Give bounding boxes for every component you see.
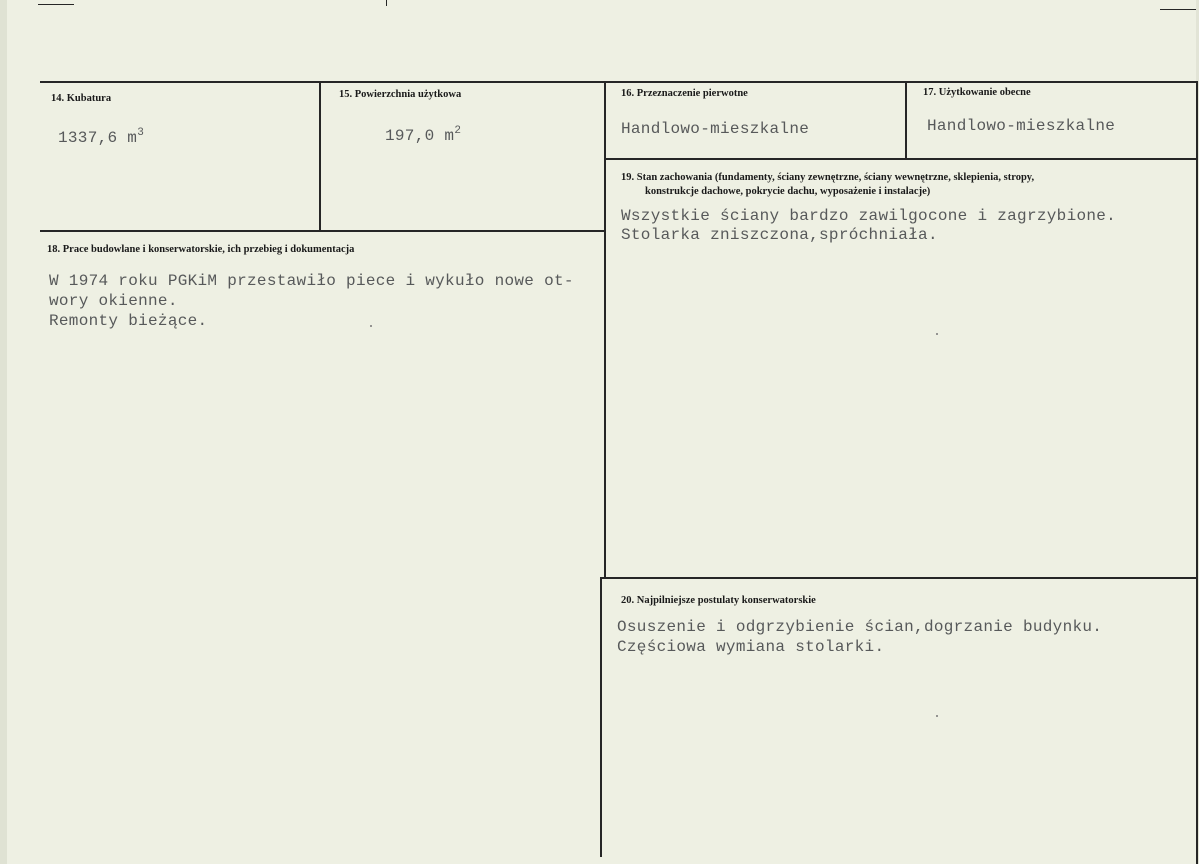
field-14-label: 14. Kubatura: [51, 93, 112, 104]
divider-14-15: [319, 81, 321, 232]
field-18-line-1: W 1974 roku PGKiM przestawiło piece i wykuło nowe ot-: [49, 272, 574, 290]
field-14-value-text: 1337,6 m: [58, 129, 138, 147]
rule-right: [1196, 81, 1198, 864]
field-19-line-2: Stolarka zniszczona,spróchniała.: [621, 226, 938, 244]
field-20-label: 20. Najpilniejsze postulaty konserwatorskie: [621, 595, 816, 606]
divider-16-17: [905, 81, 907, 160]
field-14-exponent: 3: [137, 127, 145, 139]
divider-center-lower: [600, 577, 602, 857]
field-14-value: [58, 128, 144, 148]
rule-top: [40, 81, 1197, 83]
speck: [370, 325, 372, 327]
top-mark-center: [386, 0, 387, 6]
field-18-label: 18. Prace budowlane i konserwatorskie, ich przebieg i dokumentacja: [47, 244, 355, 255]
field-15-value-text: 197,0 m: [385, 127, 455, 145]
rule-under-16-17: [604, 158, 1197, 160]
field-15-exponent: 2: [454, 125, 462, 137]
speck: [936, 333, 938, 335]
rule-under-19: [600, 577, 1197, 579]
field-17-value: Handlowo-mieszkalne: [927, 117, 1116, 135]
divider-center-upper: [604, 81, 606, 579]
field-19-label-line-2: konstrukcje dachowe, pokrycie dachu, wyposażenie i instalacje): [645, 186, 931, 197]
field-18-line-2: wory okienne.: [49, 292, 178, 310]
top-mark-right: [1160, 9, 1196, 10]
field-17-label: 17. Użytkowanie obecne: [923, 87, 1031, 98]
card-left-edge: [0, 0, 7, 864]
top-mark-left: [38, 4, 74, 5]
field-16-value: Handlowo-mieszkalne: [621, 120, 810, 138]
field-15-value: [385, 126, 461, 146]
field-19-line-1: Wszystkie ściany bardzo zawilgocone i zagrzybione.: [621, 207, 1117, 225]
field-18-line-3: Remonty bieżące.: [49, 312, 208, 330]
field-20-line-2: Częściowa wymiana stolarki.: [617, 638, 885, 656]
field-16-label: 16. Przeznaczenie pierwotne: [621, 88, 748, 99]
field-15-label: 15. Powierzchnia użytkowa: [339, 89, 462, 100]
speck: [936, 715, 938, 717]
rule-under-14-15: [40, 230, 605, 232]
field-19-label-line-1: 19. Stan zachowania (fundamenty, ściany zewnętrzne, ściany wewnętrzne, sklepienia, stropy,: [621, 172, 1035, 183]
field-20-line-1: Osuszenie i odgrzybienie ścian,dogrzanie budynku.: [617, 618, 1103, 636]
